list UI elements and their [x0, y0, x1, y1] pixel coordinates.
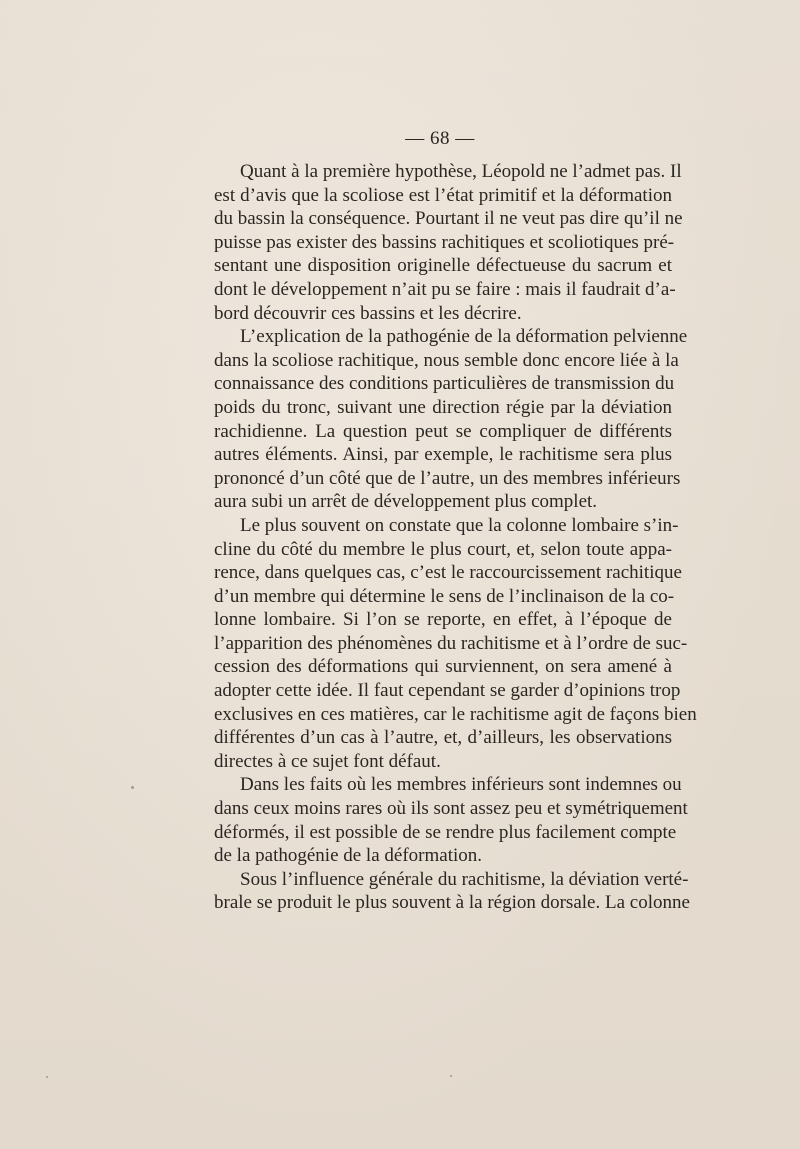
text-line: est d’avis que la scoliose est l’état primitif et la déformation [214, 184, 672, 206]
text-line: Sous l’influence générale du rachitisme, la déviation verté- [240, 868, 689, 890]
text-line: poids du tronc, suivant une direction régie par la déviation [214, 396, 672, 418]
text-line: aura subi un arrêt de développement plus complet. [214, 491, 598, 513]
text-line: bord découvrir ces bassins et les décrire. [214, 302, 522, 324]
text-line: adopter cette idée. Il faut cependant se garder d’opinions trop [214, 680, 681, 702]
text-line: connaissance des conditions particulières de transmission du [214, 373, 675, 395]
text-line: du bassin la conséquence. Pourtant il ne veut pas dire qu’il ne [214, 208, 683, 230]
text-line: cession des déformations qui surviennent, on sera amené à [214, 656, 672, 678]
text-line: autres éléments. Ainsi, par exemple, le rachitisme sera plus [214, 444, 672, 466]
text-line: lonne lombaire. Si l’on se reporte, en effet, à l’époque de [214, 609, 672, 631]
text-line: dans ceux moins rares où ils sont assez peu et symétriquement [214, 798, 688, 820]
text-line: L’explication de la pathogénie de la déformation pelvienne [240, 326, 688, 348]
text-line: rence, dans quelques cas, c’est le raccourcissement rachitique [214, 562, 682, 584]
text-line: cline du côté du membre le plus court, et, selon toute appa- [214, 538, 672, 560]
text-line: directes à ce sujet font défaut. [214, 750, 441, 772]
text-line: différentes d’un cas à l’autre, et, d’ailleurs, les observations [214, 727, 672, 749]
page-number: — 68 — [405, 128, 475, 149]
paper-speck [46, 1076, 48, 1078]
text-line: rachidienne. La question peut se compliquer de différents [214, 420, 672, 442]
text-line: déformés, il est possible de se rendre plus facilement compte [214, 821, 677, 843]
text-line: Le plus souvent on constate que la colonne lombaire s’in- [240, 514, 679, 536]
text-line: puisse pas exister des bassins rachitiques et scoliotiques pré- [214, 231, 675, 253]
text-line: de la pathogénie de la déformation. [214, 845, 483, 867]
text-line: dont le développement n’ait pu se faire : mais il faudrait d’a- [214, 278, 676, 300]
text-line: sentant une disposition originelle défectueuse du sacrum et [214, 255, 672, 277]
paper-speck [131, 786, 134, 789]
text-line: dans la scoliose rachitique, nous semble donc encore liée à la [214, 349, 679, 371]
paper-speck [450, 1075, 452, 1077]
text-line: prononcé d’un côté que de l’autre, un des membres inférieurs [214, 467, 681, 489]
body-text [214, 160, 697, 915]
text-line: Dans les faits où les membres inférieurs sont indemnes ou [240, 774, 682, 796]
text-line: d’un membre qui détermine le sens de l’inclinaison de la co- [214, 585, 675, 607]
text-line: Quant à la première hypothèse, Léopold ne l’admet pas. Il [240, 161, 682, 182]
text-line: exclusives en ces matières, car le rachitisme agit de façons bien [214, 703, 697, 725]
text-line: brale se produit le plus souvent à la région dorsale. La colonne [214, 892, 690, 914]
text-line: l’apparition des phénomènes du rachitisme et à l’ordre de suc- [214, 632, 688, 654]
